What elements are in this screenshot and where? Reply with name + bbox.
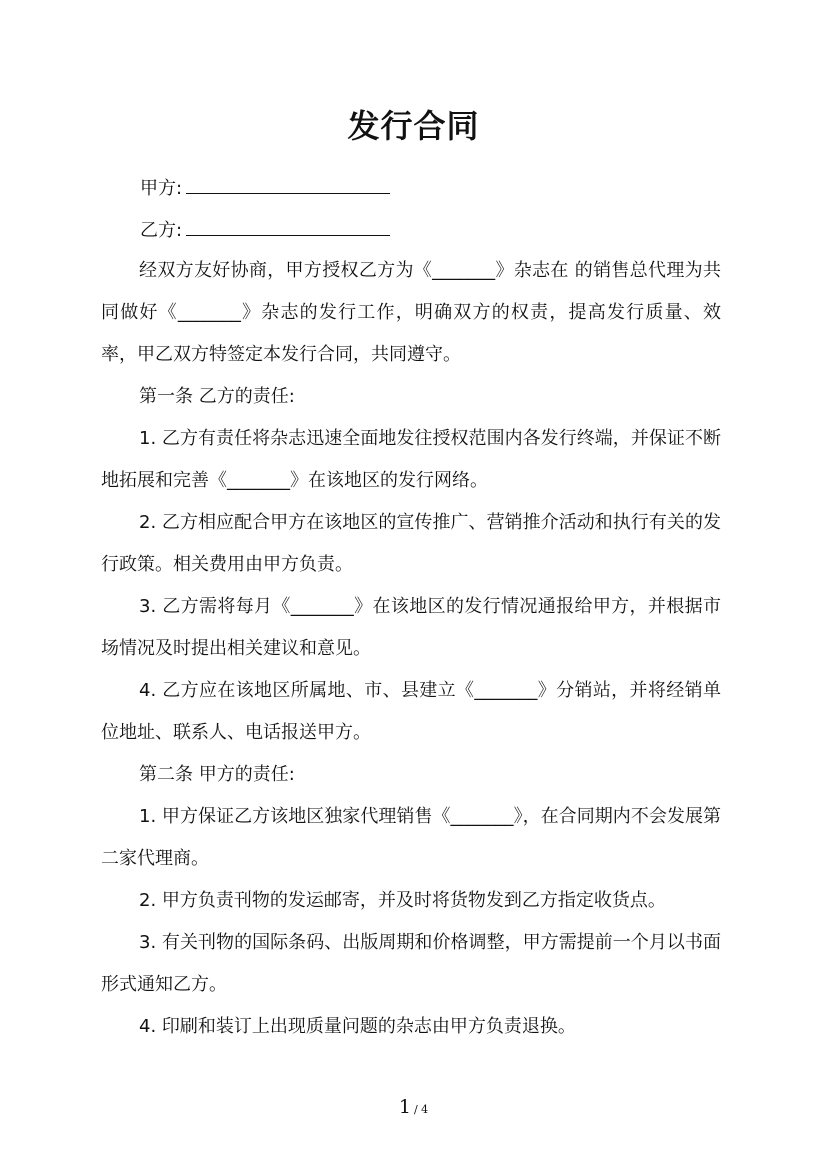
party-b-label: 乙方: [140, 220, 183, 241]
party-a-line [140, 174, 390, 202]
article-one-heading: 第一条 乙方的责任: [139, 386, 295, 407]
contract-body [101, 250, 721, 1048]
current-page-number: 1 [398, 1096, 411, 1118]
article-two-clause-2: 2. 甲方负责刊物的发运邮寄，并及时将货物发到乙方指定收货点。 [139, 890, 666, 911]
article-two-clause-4: 4. 印刷和装订上出现质量问题的杂志由甲方负责退换。 [139, 1016, 576, 1037]
article-one-clause-1: 1. 乙方有责任将杂志迅速全面地发往授权范围内各发行终端，并保证不断地拓展和完善《_______》在该地区的发行网络。 [101, 428, 721, 491]
article-two-clause-3: 3. 有关刊物的国际条码、出版周期和价格调整，甲方需提前一个月以书面形式通知乙方。 [101, 932, 721, 995]
party-a-blank [186, 174, 390, 194]
article-one-clause-4: 4. 乙方应在该地区所属地、市、县建立《_______》分销站，并将经销单位地址、联系人、电话报送甲方。 [101, 680, 721, 743]
article-two-heading: 第二条 甲方的责任: [139, 764, 295, 785]
page-number [0, 1095, 827, 1122]
article-one-clause-3: 3. 乙方需将每月《_______》在该地区的发行情况通报给甲方，并根据市场情况及时提出相关建议和意见。 [101, 596, 721, 659]
party-b-line [140, 216, 390, 244]
intro-paragraph: 经双方友好协商，甲方授权乙方为《_______》杂志在 的销售总代理为共同做好《_______》杂志的发行工作，明确双方的权责，提高发行质量、效率，甲乙双方特签定本发行合同，共同遵守。 [101, 260, 721, 365]
party-b-blank [186, 216, 390, 236]
party-a-label: 甲方: [140, 178, 183, 199]
total-pages: / 4 [413, 1103, 429, 1116]
article-one-clause-2: 2. 乙方相应配合甲方在该地区的宣传推广、营销推介活动和执行有关的发行政策。相关费用由甲方负责。 [101, 512, 721, 575]
document-title: 发行合同 [347, 107, 480, 145]
article-two-clause-1: 1. 甲方保证乙方该地区独家代理销售《_______》，在合同期内不会发展第二家代理商。 [101, 806, 721, 869]
